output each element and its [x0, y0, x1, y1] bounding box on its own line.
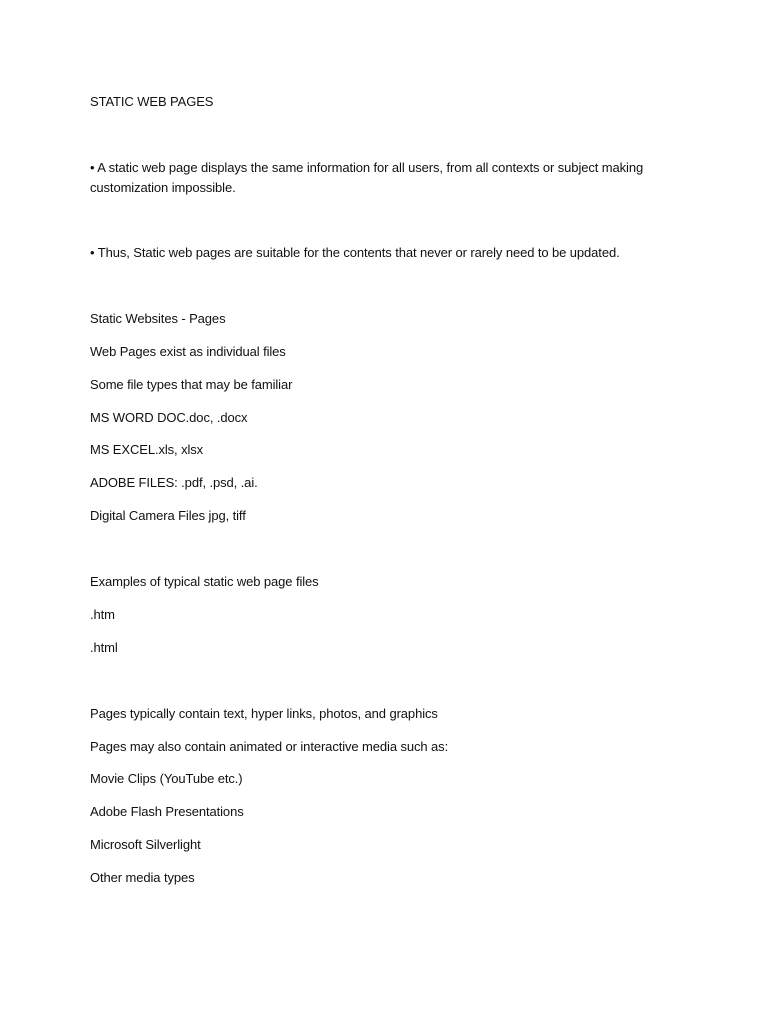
bullet-paragraph-suitability: • Thus, Static web pages are suitable for the contents that never or rarely need to be updated.	[90, 245, 620, 260]
list-item: Digital Camera Files jpg, tiff	[90, 508, 246, 523]
list-item: Movie Clips (YouTube etc.)	[90, 771, 243, 786]
section-heading-examples: Examples of typical static web page files	[90, 574, 319, 589]
list-item: MS WORD DOC.doc, .docx	[90, 410, 248, 425]
list-item: ADOBE FILES: .pdf, .psd, .ai.	[90, 475, 258, 490]
list-item: .html	[90, 640, 118, 655]
list-item: Some file types that may be familiar	[90, 377, 293, 392]
list-item: MS EXCEL.xls, xlsx	[90, 442, 204, 457]
list-item: Web Pages exist as individual files	[90, 344, 286, 359]
section-heading-page-contents: Pages typically contain text, hyper links, photos, and graphics	[90, 706, 438, 721]
list-item: Pages may also contain animated or interactive media such as:	[90, 739, 449, 754]
bullet-paragraph-static-definition: • A static web page displays the same information for all users, from all contexts or subject making customization impossible.	[90, 160, 644, 195]
list-item: .htm	[90, 607, 115, 622]
list-item: Other media types	[90, 870, 195, 885]
section-heading-static-websites: Static Websites - Pages	[90, 311, 226, 326]
document-title: STATIC WEB PAGES	[90, 94, 214, 109]
list-item: Microsoft Silverlight	[90, 837, 201, 852]
list-item: Adobe Flash Presentations	[90, 804, 244, 819]
